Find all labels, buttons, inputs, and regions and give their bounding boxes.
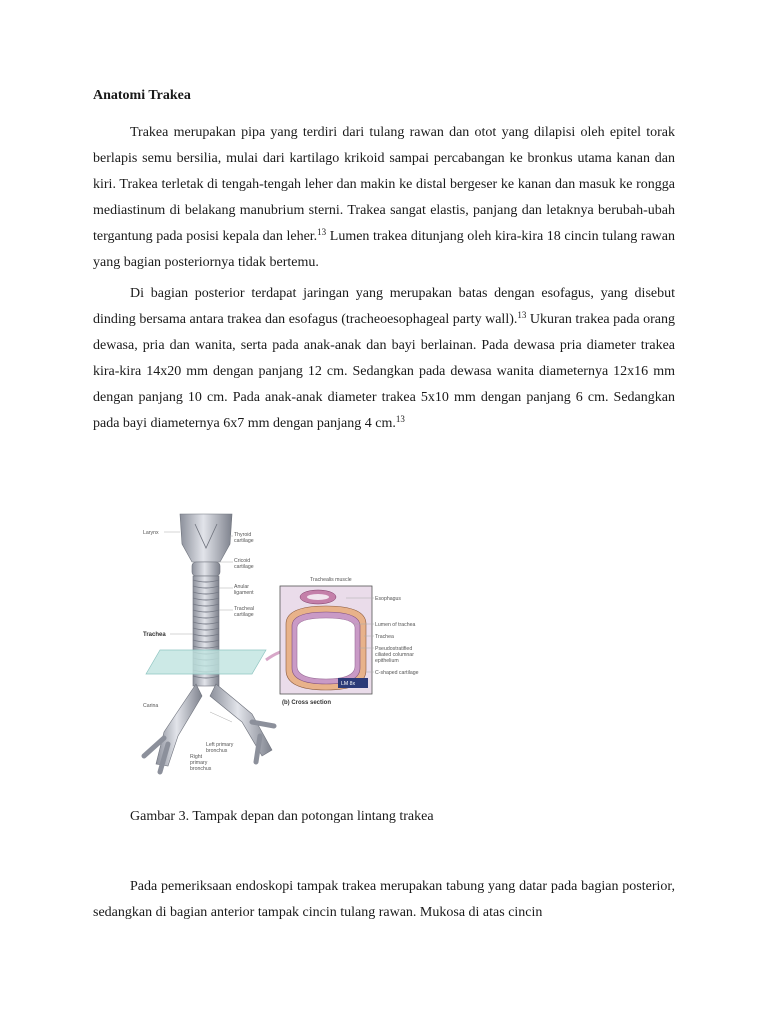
figure-caption: Gambar 3. Tampak depan dan potongan lintang trakea: [130, 809, 434, 824]
label-thyroid-2: cartilage: [234, 538, 254, 544]
label-pseudostratified-1: Pseudostratified: [375, 646, 413, 652]
paragraph-2: [93, 281, 675, 437]
paragraph-2-text-b: Ukuran trakea pada orang dewasa, pria dan wanita, serta pada anak-anak dan bayi berlainan. Pada dewasa pria diameter trakea kira-kira 14x20 mm dengan panjang 12 cm. Sedangkan pada dewasa wanita diameternya 12x16 mm dengan panjang 10 cm. Pada anak-anak diameter trakea 5x10 mm dengan panjang 6 cm. Sedangkan pada bayi diameternya 6x7 mm dengan panjang 4 cm.: [93, 312, 675, 431]
citation-ref: 13: [395, 414, 405, 424]
label-right-bronchus-2: primary: [190, 760, 208, 766]
section-heading: Anatomi Trakea: [93, 88, 191, 103]
label-left-bronchus-2: bronchus: [206, 748, 228, 754]
trachea-anatomy-illustration: [140, 500, 436, 786]
cross-section-panel: [280, 586, 372, 706]
label-cricoid-2: cartilage: [234, 564, 254, 570]
label-right-bronchus-1: Right: [190, 754, 203, 760]
label-anular-1: Anular: [234, 584, 249, 590]
label-tracheal-cartilage-1: Tracheal: [234, 606, 254, 612]
label-pseudostratified-2: ciliated columnar: [375, 652, 414, 658]
label-pseudostratified-3: epithelium: [375, 658, 399, 664]
label-thyroid-1: Thyroid: [234, 532, 252, 538]
citation-ref: 13: [517, 310, 527, 320]
citation-ref: 13: [317, 227, 327, 237]
trachea-illustration: [144, 514, 274, 772]
label-c-shaped-cartilage: C-shaped cartilage: [375, 670, 419, 676]
label-trachea: Trachea: [143, 632, 166, 638]
label-tracheal-cartilage-2: cartilage: [234, 612, 254, 618]
paragraph-1-text-a: Trakea merupakan pipa yang terdiri dari tulang rawan dan otot yang dilapisi oleh epitel torak berlapis semu bersilia, mulai dari kartilago krikoid sampai percabangan ke bronkus utama kanan dan kiri. Trakea terletak di tengah-tengah leher dan makin ke distal bergeser ke kanan dan masuk ke rongga mediastinum di belakang manubrium sterni. Trakea sangat elastis, panjang dan letaknya berubah-ubah tergantung pada posisi kepala dan leher.: [93, 125, 675, 244]
label-lumen: Lumen of trachea: [375, 622, 416, 628]
label-carina: Carina: [143, 703, 159, 709]
label-cricoid-1: Cricoid: [234, 558, 251, 564]
paragraph-1-text-b: Lumen trakea ditunjang oleh kira-kira 18 cincin tulang rawan yang bagian posteriornya tidak bertemu.: [93, 229, 675, 270]
label-trachea-cross: Trachea: [375, 634, 394, 640]
paragraph-1: [93, 120, 675, 276]
trachea-figure: [140, 500, 436, 786]
label-larynx: Larynx: [143, 530, 159, 536]
label-esophagus: Esophagus: [375, 596, 401, 602]
label-left-bronchus-1: Left primary: [206, 742, 234, 748]
paragraph-2-text-a: Di bagian posterior terdapat jaringan yang merupakan batas dengan esofagus, yang disebut dinding bersama antara trakea dan esofagus (tracheoesophageal party wall).: [93, 286, 675, 327]
label-cross-section: (b) Cross section: [282, 700, 332, 706]
label-trachealis-muscle: Trachealis muscle: [310, 577, 352, 583]
label-lm: LM 8x: [341, 681, 356, 687]
label-right-bronchus-3: bronchus: [190, 766, 212, 772]
label-anular-2: ligament: [234, 590, 254, 596]
paragraph-3: Pada pemeriksaan endoskopi tampak trakea merupakan tabung yang datar pada bagian posterior, sedangkan di bagian anterior tampak cincin tulang rawan. Mukosa di atas cincin: [93, 879, 675, 920]
figure-labels-left: [143, 530, 193, 709]
